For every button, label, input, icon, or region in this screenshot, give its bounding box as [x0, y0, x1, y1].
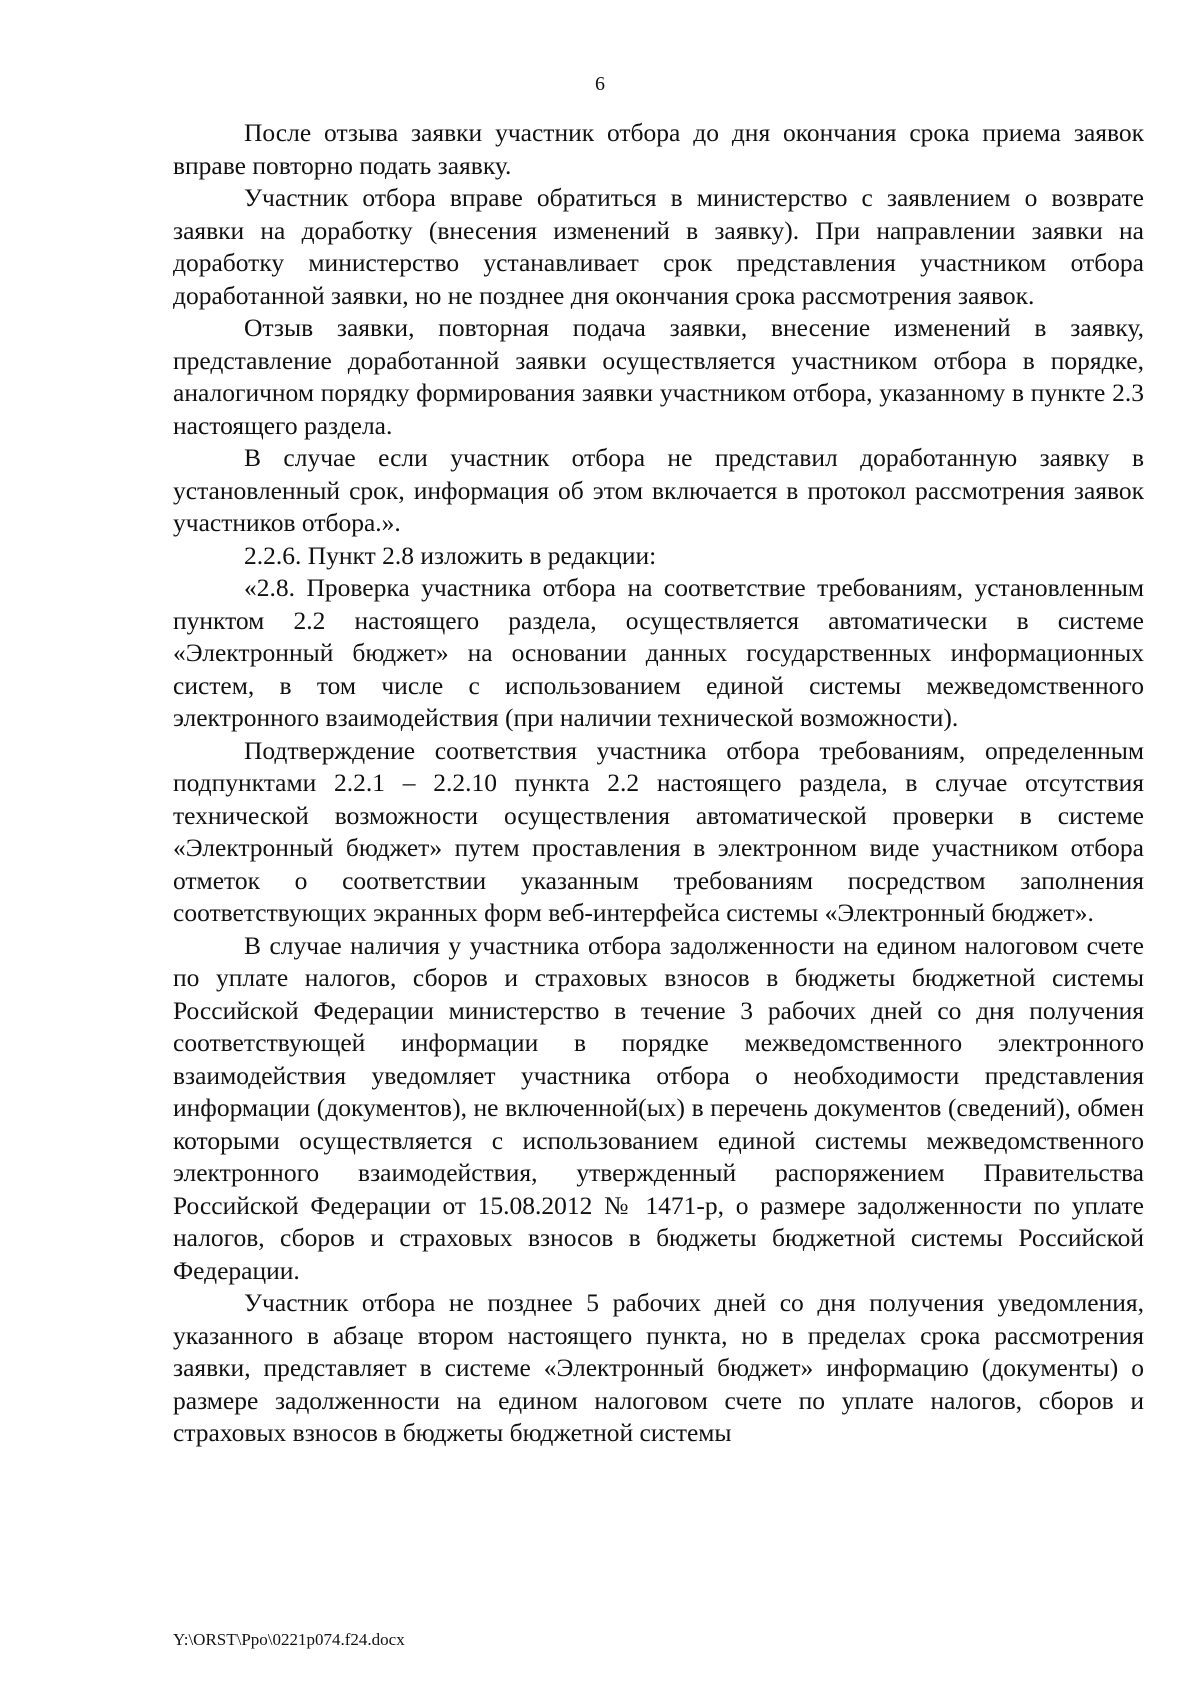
paragraph-clause-2-8: «2.8. Проверка участника отбора на соответствие требованиям, установленным пунктом 2.2 настоящего раздела, осуществляется автоматически в системе «Электронный бюджет» на основании данных государственных информационных систем, в том числе с использованием единой системы межведомственного электронного взаимодействия (при наличии технической возможности).	[173, 573, 1144, 732]
paragraph-not-submitted: В случае если участник отбора не представил доработанную заявку в установленный срок, информация об этом включается в протокол рассмотрения заявок участников отбора.».	[173, 443, 1144, 537]
paragraph-withdrawal-resubmit: После отзыва заявки участник отбора до дня окончания срока приема заявок вправе повторно подать заявку.	[173, 118, 1144, 180]
paragraph-amendment-2-2-6: 2.2.6. Пункт 2.8 изложить в редакции:	[244, 540, 657, 570]
paragraph-return-for-revision: Участник отбора вправе обратиться в министерство с заявлением о возврате заявки на доработку (внесения изменений в заявку). При направлении заявки на доработку министерство устанавливает срок представления участником отбора доработанной заявки, но не позднее дня окончания срока рассмотрения заявок.	[173, 183, 1144, 310]
document-body	[173, 117, 1144, 1450]
paragraph-compliance-confirmation: Подтверждение соответствия участника отбора требованиям, определенным подпунктами 2.2.1 – 2.2.10 пункта 2.2 настоящего раздела, в случае отсутствия технической возможности осуществления автоматической проверки в системе «Электронный бюджет» путем проставления в электронном виде участником отбора отметок о соответствии указанным требованиям посредством заполнения соответствующих экранных форм веб-интерфейса системы «Электронный бюджет».	[173, 735, 1144, 927]
page-number: 6	[595, 73, 605, 95]
paragraph-revision-procedure: Отзыв заявки, повторная подача заявки, внесение изменений в заявку, представление доработанной заявки осуществляется участником отбора в порядке, аналогичном порядку формирования заявки участником отбора, указанному в пункте 2.3 настоящего раздела.	[173, 313, 1144, 440]
footer-file-path: Y:\ORST\Ppo\0221p074.f24.docx	[173, 1630, 405, 1649]
paragraph-tax-debt-notice: В случае наличия у участника отбора задолженности на едином налоговом счете по уплате налогов, сборов и страховых взносов в бюджеты бюджетной системы Российской Федерации министерство в течение 3 рабочих дней со дня получения соответствующей информации в порядке межведомственного электронного взаимодействия уведомляет участника отбора о необходимости представления информации (документов), не включенной(ых) в перечень документов (сведений), обмен которыми осуществляется с использованием единой системы межведомственного электронного взаимодействия, утвержденный распоряжением Правительства Российской Федерации от 15.08.2012 № 1471-р, о размере задолженности по уплате налогов, сборов и страховых взносов в бюджеты бюджетной системы Российской Федерации.	[173, 930, 1144, 1285]
paragraph-participant-response: Участник отбора не позднее 5 рабочих дней со дня получения уведомления, указанного в абзаце втором настоящего пункта, но в пределах срока рассмотрения заявки, представляет в системе «Электронный бюджет» информацию (документы) о размере задолженности на едином налоговом счете по уплате налогов, сборов и страховых взносов в бюджеты бюджетной системы	[173, 1288, 1144, 1447]
